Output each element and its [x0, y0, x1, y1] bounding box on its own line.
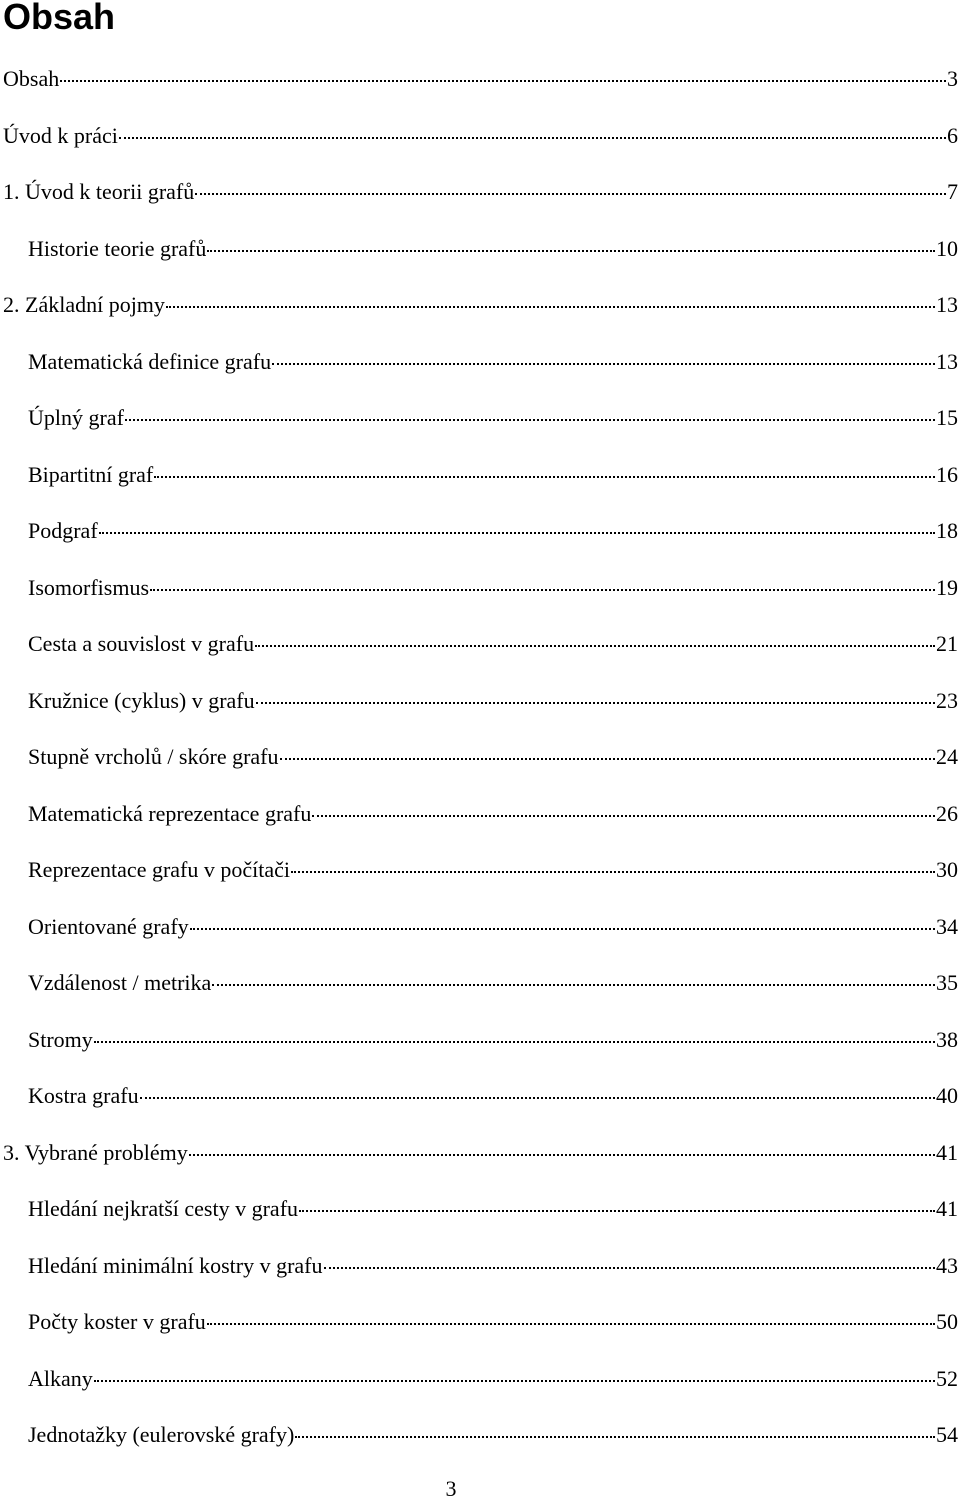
toc-entry[interactable]	[3, 566, 958, 623]
toc-entry-title: Vzdálenost / metrika	[28, 970, 212, 995]
page-number: 3	[445, 1476, 457, 1501]
toc-entry-title: Podgraf	[28, 518, 98, 543]
page-title: Obsah	[3, 0, 116, 37]
toc-entry[interactable]	[3, 283, 958, 340]
toc-entry-title: Orientované grafy	[28, 913, 189, 939]
toc-entry-page: 21	[936, 631, 958, 656]
dot-leader	[119, 136, 946, 139]
toc-entry[interactable]	[3, 1300, 958, 1357]
toc-entry-page: 15	[936, 405, 958, 430]
toc-entry[interactable]	[3, 1357, 958, 1414]
dot-leader	[272, 362, 935, 365]
toc-entry-title: Stupně vrcholů / skóre grafu	[28, 744, 279, 769]
toc-entry[interactable]	[3, 396, 958, 453]
toc-entry[interactable]	[3, 679, 958, 736]
toc-entry[interactable]	[3, 1018, 958, 1075]
toc-entry-page: 52	[936, 1365, 958, 1391]
toc-entry[interactable]	[3, 227, 958, 284]
dot-leader	[207, 1322, 935, 1325]
toc-entry-title: Historie teorie grafů	[28, 235, 207, 261]
toc-entry[interactable]	[3, 792, 958, 849]
toc-entry-title: 2. Základní pojmy	[3, 292, 165, 317]
toc-entry-page: 41	[936, 1196, 958, 1221]
toc-entry[interactable]	[3, 340, 958, 397]
dot-leader	[312, 814, 935, 817]
toc-entry-page: 19	[936, 574, 958, 600]
toc-entry[interactable]	[3, 1413, 958, 1470]
dot-leader	[99, 531, 935, 534]
toc-entry-title: Úplný graf	[28, 405, 124, 430]
toc-entry-page: 16	[936, 461, 958, 487]
dot-leader	[94, 1040, 935, 1043]
toc-entry-page: 41	[936, 1139, 958, 1165]
toc-entry-page: 6	[947, 122, 958, 148]
toc-entry-page: 54	[936, 1422, 958, 1447]
toc-entry-page: 26	[936, 800, 958, 826]
toc-entry-page: 40	[936, 1083, 958, 1108]
dot-leader	[256, 701, 935, 704]
toc-entry-page: 23	[936, 687, 958, 713]
toc-entry-title: 1. Úvod k teorii grafů	[3, 179, 195, 204]
toc-entry[interactable]	[3, 509, 958, 566]
dot-leader	[212, 983, 935, 986]
toc-entry-title: Obsah	[3, 66, 60, 91]
dot-leader	[295, 1435, 935, 1438]
toc-entry[interactable]	[3, 1074, 958, 1131]
toc-entry-title: Hledání nejkratší cesty v grafu	[28, 1196, 299, 1221]
dot-leader	[60, 79, 946, 82]
toc-entry-title: 3. Vybrané problémy	[3, 1139, 188, 1165]
dot-leader	[195, 192, 946, 195]
dot-leader	[94, 1379, 935, 1382]
dot-leader	[280, 757, 936, 760]
toc-entry-page: 7	[947, 179, 958, 204]
toc-entry-page: 3	[947, 66, 958, 91]
toc-entry[interactable]	[3, 1244, 958, 1301]
toc-entry[interactable]	[3, 170, 958, 227]
toc-entry-title: Kružnice (cyklus) v grafu	[28, 687, 255, 713]
toc-entry-page: 13	[936, 292, 958, 317]
toc-entry[interactable]	[3, 735, 958, 792]
table-of-contents	[3, 57, 958, 1470]
toc-entry-title: Reprezentace grafu v počítači	[28, 857, 291, 882]
dot-leader	[190, 927, 935, 930]
toc-entry-page: 38	[936, 1026, 958, 1052]
toc-entry-page: 10	[936, 235, 958, 261]
toc-entry[interactable]	[3, 453, 958, 510]
toc-entry[interactable]	[3, 57, 958, 114]
toc-entry-title: Úvod k práci	[3, 122, 118, 148]
toc-entry-page: 43	[936, 1252, 958, 1278]
toc-entry-title: Kostra grafu	[28, 1083, 139, 1108]
dot-leader	[140, 1096, 935, 1099]
dot-leader	[255, 644, 935, 647]
dot-leader	[166, 305, 935, 308]
dot-leader	[291, 870, 935, 873]
toc-entry-title: Jednotažky (eulerovské grafy)	[28, 1422, 295, 1447]
toc-entry-page: 34	[936, 913, 958, 939]
dot-leader	[189, 1153, 935, 1156]
toc-entry-title: Hledání minimální kostry v grafu	[28, 1252, 323, 1278]
toc-entry-title: Bipartitní graf	[28, 461, 154, 487]
toc-entry-title: Počty koster v grafu	[28, 1309, 206, 1334]
dot-leader	[299, 1209, 935, 1212]
toc-entry-title: Matematická reprezentace grafu	[28, 800, 312, 826]
toc-entry-title: Cesta a souvislost v grafu	[28, 631, 255, 656]
toc-entry-page: 18	[936, 518, 958, 543]
toc-entry[interactable]	[3, 622, 958, 679]
dot-leader	[150, 588, 935, 591]
toc-entry-page: 30	[936, 857, 958, 882]
toc-entry-page: 35	[936, 970, 958, 995]
toc-entry[interactable]	[3, 961, 958, 1018]
dot-leader	[207, 249, 935, 252]
toc-entry-page: 50	[936, 1309, 958, 1334]
toc-entry-page: 24	[936, 744, 958, 769]
toc-entry[interactable]	[3, 1187, 958, 1244]
toc-entry-title: Stromy	[28, 1026, 93, 1052]
toc-entry[interactable]	[3, 114, 958, 171]
toc-entry[interactable]	[3, 1131, 958, 1188]
dot-leader	[125, 418, 935, 421]
dot-leader	[324, 1266, 936, 1269]
toc-entry-title: Alkany	[28, 1365, 93, 1391]
toc-entry-title: Matematická definice grafu	[28, 348, 272, 374]
toc-entry-page: 13	[936, 348, 958, 374]
dot-leader	[154, 475, 935, 478]
toc-entry[interactable]	[3, 905, 958, 962]
toc-entry-title: Isomorfismus	[28, 574, 149, 600]
toc-entry[interactable]	[3, 848, 958, 905]
